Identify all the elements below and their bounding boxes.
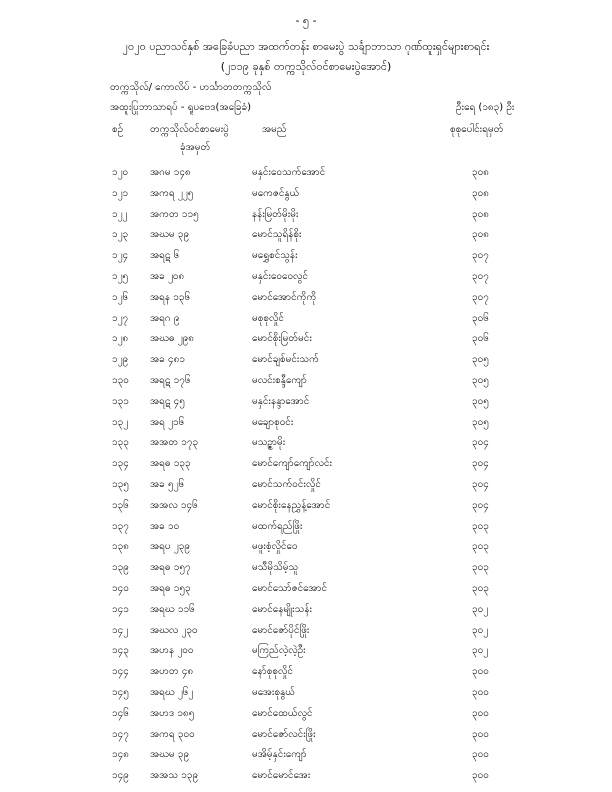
student-name: နန်းမြတ်မိုးမိုး — [252, 208, 299, 220]
student-name: မောင်စိုးမြတ်မင်း — [252, 333, 312, 345]
row-number: ၁၃၀ — [112, 374, 129, 386]
student-name: မစုစုလှိုင် — [252, 312, 284, 324]
page-number: - ၅ - — [295, 14, 317, 27]
student-name: မနှင်းနန္ဒာအောင် — [252, 395, 310, 407]
total-score: ၃၀၅ — [472, 354, 489, 366]
row-number: ၁၂၄ — [112, 250, 129, 262]
student-name: မောင်ဇော်လင်းဖြိုး — [252, 728, 316, 740]
student-name: မရွှေစင်သွန်း — [252, 250, 298, 262]
table-row — [0, 664, 612, 685]
roll-number: အအတ ၁၇၃ — [150, 437, 199, 449]
table-row — [0, 415, 612, 436]
student-name: မောင်ထေယ်လွင် — [252, 707, 313, 719]
total-score: ၃၀၀ — [472, 666, 489, 678]
roll-number: အရဋ ၁၇၆ — [150, 374, 191, 386]
table-row — [0, 539, 612, 560]
student-name: မဖူးစံ့လှိုင်ဝေ — [252, 541, 298, 553]
row-number: ၁၂၅ — [112, 270, 129, 282]
row-number: ၁၄၈ — [112, 749, 129, 761]
table-row — [0, 311, 612, 332]
total-score: ၃၀၇ — [472, 250, 489, 262]
roll-number: အခ ၅၂၆ — [150, 478, 185, 490]
student-name: မောင်သူရိန်စိုး — [252, 229, 302, 241]
student-name: မသဉ္ဇာမိုး — [252, 437, 286, 449]
table-row — [0, 435, 612, 456]
student-name: မောင်ချစ်မင်းသက် — [252, 354, 319, 366]
roll-number: အဟန ၂၀၀ — [150, 645, 194, 657]
roll-number: အဃမ ၃၉ — [150, 749, 190, 761]
student-name: မောင်သက်ဝင်းလှိုင် — [252, 478, 321, 490]
table-row — [0, 186, 612, 207]
table-row — [0, 560, 612, 581]
document-subtitle: (၂၁၁၉ ခုနှစ် တက္ကသိုလ်ဝင်စာမေးပွဲအောင်) — [220, 60, 392, 73]
student-name: မနှင်းဝေဝေလွင် — [252, 270, 308, 282]
total-score: ၃၀၅ — [472, 416, 489, 428]
table-row — [0, 602, 612, 623]
column-header-no: စဉ် — [112, 124, 124, 135]
student-name: မအေးစုနွယ် — [252, 686, 295, 698]
total-score: ၃၀၀ — [472, 770, 489, 782]
table-row — [0, 706, 612, 727]
table-row — [0, 373, 612, 394]
student-name: မောင်စိုးနေညွှန့်အောင် — [252, 499, 331, 511]
row-number: ၁၃၂ — [112, 416, 129, 428]
roll-number: အဟတ ၄၈ — [150, 666, 194, 678]
roll-number: အအသ ၁၃၉ — [150, 770, 199, 782]
student-name: မောင်အောင်ကိုကို — [252, 291, 317, 303]
roll-number: အရပ ၂၃၉ — [150, 541, 190, 553]
results-table — [0, 165, 612, 789]
total-score: ၃၀၇ — [472, 291, 489, 303]
row-number: ၁၃၁ — [112, 395, 129, 407]
table-row — [0, 581, 612, 602]
total-score: ၃၀၃ — [472, 582, 489, 594]
row-number: ၁၂၂ — [112, 208, 128, 220]
student-name: မထက်ရည်ဖြိုး — [252, 520, 303, 532]
row-number: ၁၄၀ — [112, 582, 129, 594]
roll-number: အကရ ၂၂၅ — [150, 187, 194, 199]
row-number: ၁၄၇ — [112, 728, 129, 740]
row-number: ၁၂၇ — [112, 312, 129, 324]
roll-number: အရန ၁၃၆ — [150, 291, 191, 303]
roll-number: အခ ၂၀၈ — [150, 270, 185, 282]
total-score: ၃၀၂ — [472, 624, 489, 636]
column-header-name: အမည် — [262, 124, 287, 135]
row-number: ၁၂၀ — [112, 167, 129, 178]
student-name: မောင်မောင်အေး — [252, 770, 311, 782]
total-score: ၃၀၅ — [472, 374, 489, 386]
table-row — [0, 352, 612, 373]
total-score: ၃၀၈ — [472, 187, 489, 199]
total-score: ၃၀၀ — [472, 749, 489, 761]
total-score: ၃၀၂ — [472, 603, 489, 615]
row-number: ၁၄၂ — [112, 624, 129, 636]
student-name: မလင်းစန္ဒီကျော် — [252, 374, 307, 386]
row-number: ၁၃၇ — [112, 520, 129, 532]
table-row — [0, 768, 612, 789]
student-name: မကြည်လဲ့လဲ့ဦး — [252, 645, 306, 657]
table-row — [0, 519, 612, 540]
document-title: ၂၀၂၀ ပညာသင်နှစ် အခြေခံပညာ အထက်တန်း စာမေးပွဲ သင်္ချာဘာသာ ဂုဏ်ထူးရှင်များစာရင်း — [122, 40, 490, 53]
table-row — [0, 269, 612, 290]
roll-number: အရဋ ၆ — [150, 250, 180, 262]
roll-number: အခ ၁၀ — [150, 520, 180, 532]
total-score: ၃၀၄ — [472, 437, 489, 449]
university-line: တက္ကသိုလ်/ ကောလိပ် - ဟင်္သာတတက္ကသိုလ် — [110, 82, 272, 93]
headcount-line: ဦးရေ (၁၈၃) ဦး — [456, 102, 515, 113]
row-number: ၁၄၉ — [112, 770, 129, 782]
table-row — [0, 331, 612, 352]
student-name: မနှင်းဝေသက်အောင် — [252, 167, 326, 178]
roll-number: အရဂ ၉ — [150, 312, 180, 324]
table-row — [0, 685, 612, 706]
row-number: ၁၄၆ — [112, 707, 129, 719]
total-score: ၃၀၂ — [472, 645, 489, 657]
student-name: မအိမ့်နှင်းကျော် — [252, 749, 307, 761]
roll-number: အခ ၄၈၁ — [150, 354, 185, 366]
row-number: ၁၄၁ — [112, 603, 129, 615]
row-number: ၁၄၃ — [112, 645, 129, 657]
row-number: ၁၂၆ — [112, 291, 129, 303]
total-score: ၃၀၀ — [472, 728, 489, 740]
table-row — [0, 207, 612, 228]
row-number: ၁၂၃ — [112, 229, 129, 241]
total-score: ၃၀၃ — [472, 541, 489, 553]
row-number: ၁၂၁ — [112, 187, 129, 199]
student-name: မောင်သော်ဇင်အောင် — [252, 582, 327, 594]
student-name: နော်စုစုလှိုင် — [252, 666, 293, 678]
student-name: မောင်ဇော်ပိုင်ဖြိုး — [252, 624, 310, 636]
roll-number: အဃလ ၂၃၀ — [150, 624, 198, 636]
table-row — [0, 248, 612, 269]
major-subject-line: အထူးပြုဘာသာရပ် - ရူပဗေဒ(အခြေခံ) — [110, 102, 252, 113]
table-row — [0, 727, 612, 748]
total-score: ၃၀၄ — [472, 478, 489, 490]
total-score: ၃၀၅ — [472, 395, 489, 407]
table-row — [0, 477, 612, 498]
roll-number: အကတ ၁၁၅ — [150, 208, 199, 220]
total-score: ၃၀၀ — [472, 707, 489, 719]
row-number: ၁၃၃ — [112, 437, 129, 449]
row-number: ၁၂၈ — [112, 333, 129, 345]
table-row — [0, 747, 612, 768]
roll-number: အရဓ ၁၃၃ — [150, 458, 191, 470]
row-number: ၁၃၈ — [112, 541, 129, 553]
roll-number: အဃဓ ၂၉၈ — [150, 333, 194, 345]
table-row — [0, 290, 612, 311]
total-score: ၃၀၄ — [472, 499, 489, 511]
column-header-total: စုစုပေါင်းရမှတ် — [450, 124, 504, 135]
column-header-roll: တက္ကသိုလ်ဝင်စာမေးပွဲ — [150, 124, 229, 135]
roll-number: အရဓ ၁၅၇ — [150, 562, 191, 574]
row-number: ၁၄၄ — [112, 666, 129, 678]
row-number: ၁၃၄ — [112, 458, 129, 470]
roll-number: အကရ ၃၀၀ — [150, 728, 195, 740]
total-score: ၃၀၃ — [472, 562, 489, 574]
row-number: ၁၂၉ — [112, 354, 129, 366]
student-name: မချောစုဝင်း — [252, 416, 294, 428]
total-score: ၃၀၃ — [472, 520, 489, 532]
table-row — [0, 165, 612, 186]
roll-number: အဃမ ၃၉ — [150, 229, 190, 241]
table-row — [0, 623, 612, 644]
student-name: မသီမိုသိမ့်သူ — [252, 562, 299, 574]
roll-number: အရဓ ၁၅၃ — [150, 582, 191, 594]
student-name: မကေဇင်နွယ် — [252, 187, 300, 199]
table-row — [0, 394, 612, 415]
total-score: ၃၀၆ — [472, 333, 489, 345]
total-score: ၃၀၈ — [472, 208, 489, 220]
roll-number: အဟဒ ၁၈၅ — [150, 707, 195, 719]
table-row — [0, 498, 612, 519]
total-score: ၃၀၈ — [472, 229, 489, 241]
row-number: ၁၃၅ — [112, 478, 129, 490]
roll-number: အအလ ၁၄၆ — [150, 499, 198, 511]
table-row — [0, 227, 612, 248]
total-score: ၃၀၄ — [472, 458, 489, 470]
total-score: ၃၀၈ — [472, 167, 489, 178]
roll-number: အရ ၂၁၆ — [150, 416, 185, 428]
roll-number: အရဃ ၂၆၂ — [150, 686, 194, 698]
total-score: ၃၀၀ — [472, 686, 489, 698]
total-score: ၃၀၇ — [472, 270, 489, 282]
table-row — [0, 456, 612, 477]
roll-number: အဂမ ၁၄၈ — [150, 167, 191, 178]
roll-number: အရဋ ၄၅ — [150, 395, 185, 407]
student-name: မောင်နေမျိုးသန်း — [252, 603, 313, 615]
student-name: မောင်ကျော်ကျော်လင်း — [252, 458, 333, 470]
table-row — [0, 643, 612, 664]
roll-number: အရဃ ၁၁၆ — [150, 603, 195, 615]
column-header-roll-number: ခုံအမှတ် — [180, 142, 211, 153]
row-number: ၁၃၉ — [112, 562, 129, 574]
row-number: ၁၃၆ — [112, 499, 129, 511]
total-score: ၃၀၆ — [472, 312, 489, 324]
row-number: ၁၄၅ — [112, 686, 129, 698]
